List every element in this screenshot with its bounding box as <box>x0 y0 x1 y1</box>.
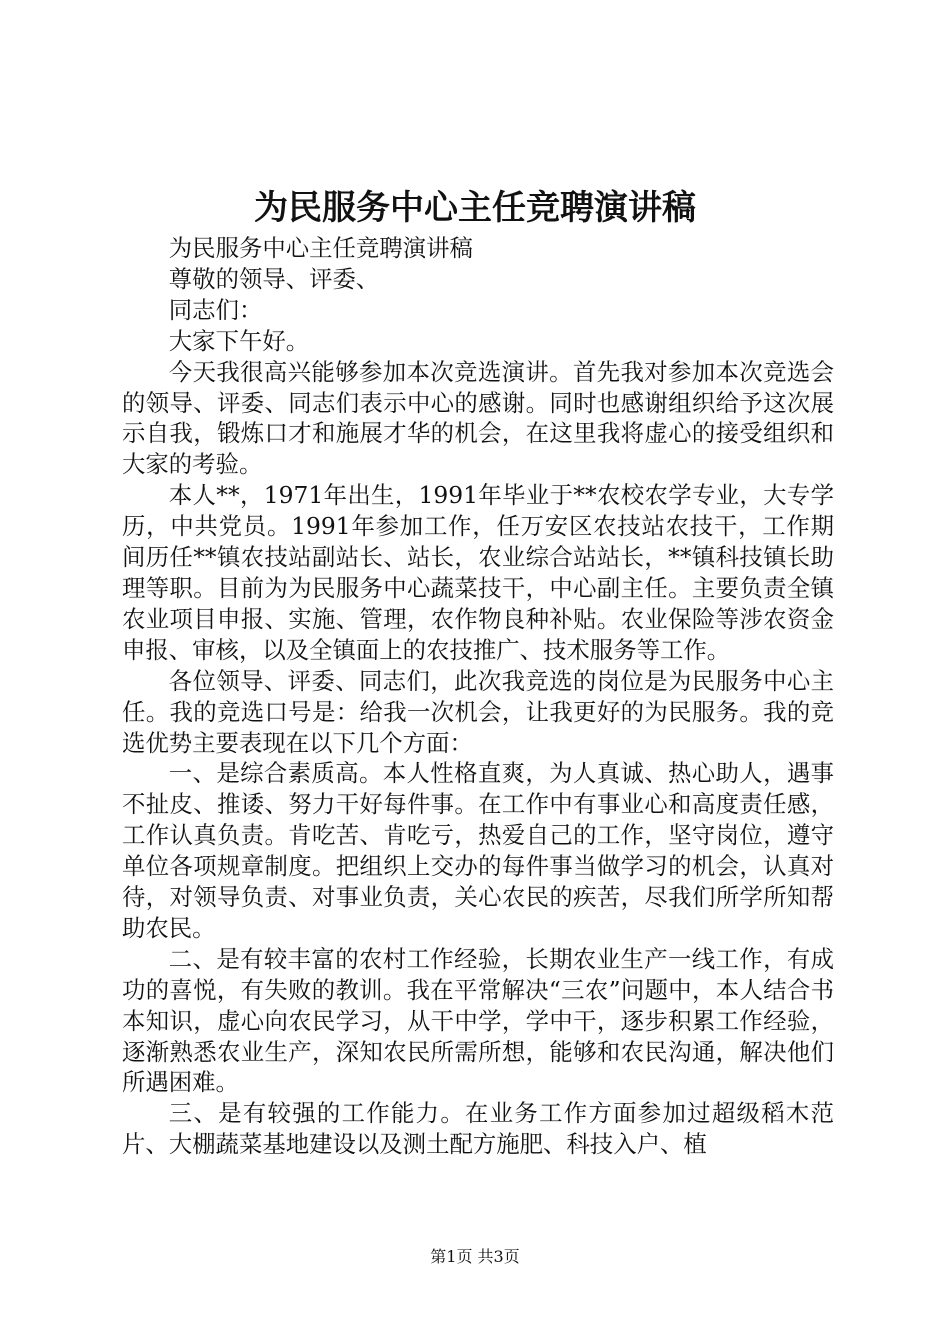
page-footer: 第1页 共3页 <box>430 1247 520 1266</box>
paragraph-point-two: 二、是有较丰富的农村工作经验，长期农业生产一线工作，有成功的喜悦，有失败的教训。我在平常解决“三农”问题中，本人结合书本知识，虚心向农民学习，从干中学，学中干，逐步积累工作经验，逐渐熟悉农业生产，深知农民所需所想，能够和农民沟通，解决他们所遇困难。 <box>122 944 834 1097</box>
paragraph-heading-repeat: 为民服务中心主任竞聘演讲稿 <box>168 234 473 262</box>
paragraph-intro: 今天我很高兴能够参加本次竞选演讲。首先我对参加本次竞选会的领导、评委、同志们表示中心的感谢。同时也感谢组织给予这次展示自我，锻炼口才和施展才华的机会，在这里我将虚心的接受组织和大家的考验。 <box>122 357 834 479</box>
paragraph-background: 本人**，1971年出生，1991年毕业于**农校农学专业，大专学历，中共党员。1991年参加工作，任万安区农技站农技干，工作期间历任**镇农技站副站长、站长，农业综合站站长，**镇科技镇长助理等职。目前为为民服务中心蔬菜技干，中心副主任。主要负责全镇农业项目申报、实施、管理，农作物良种补贴。农业保险等涉农资金申报、审核，以及全镇面上的农技推广、技术服务等工作。 <box>122 481 834 664</box>
paragraph-point-one: 一、是综合素质高。本人性格直爽，为人真诚、热心助人，遇事不扯皮、推诿、努力干好每件事。在工作中有事业心和高度责任感，工作认真负责。肯吃苦、肯吃亏，热爱自己的工作，坚守岗位，遵守单位各项规章制度。把组织上交办的每件事当做学习的机会，认真对待，对领导负责、对事业负责，关心农民的疾苦，尽我们所学所知帮助农民。 <box>122 759 834 942</box>
paragraph-salutation: 尊敬的领导、评委、 <box>168 264 380 293</box>
paragraph-point-three: 三、是有较强的工作能力。在业务工作方面参加过超级稻木范片、大棚蔬菜基地建设以及测土配方施肥、科技入户、植 <box>122 1099 834 1159</box>
paragraph-position: 各位领导、评委、同志们，此次我竞选的岗位是为民服务中心主任。我的竞选口号是：给我一次机会，让我更好的为民服务。我的竞选优势主要表现在以下几个方面： <box>122 666 834 757</box>
paragraph-greeting: 大家下午好。 <box>168 326 310 355</box>
document-body <box>122 233 834 1160</box>
paragraph-salutation-cont: 同志们： <box>168 295 263 324</box>
document-title: 为民服务中心主任竞聘演讲稿 <box>254 188 696 228</box>
